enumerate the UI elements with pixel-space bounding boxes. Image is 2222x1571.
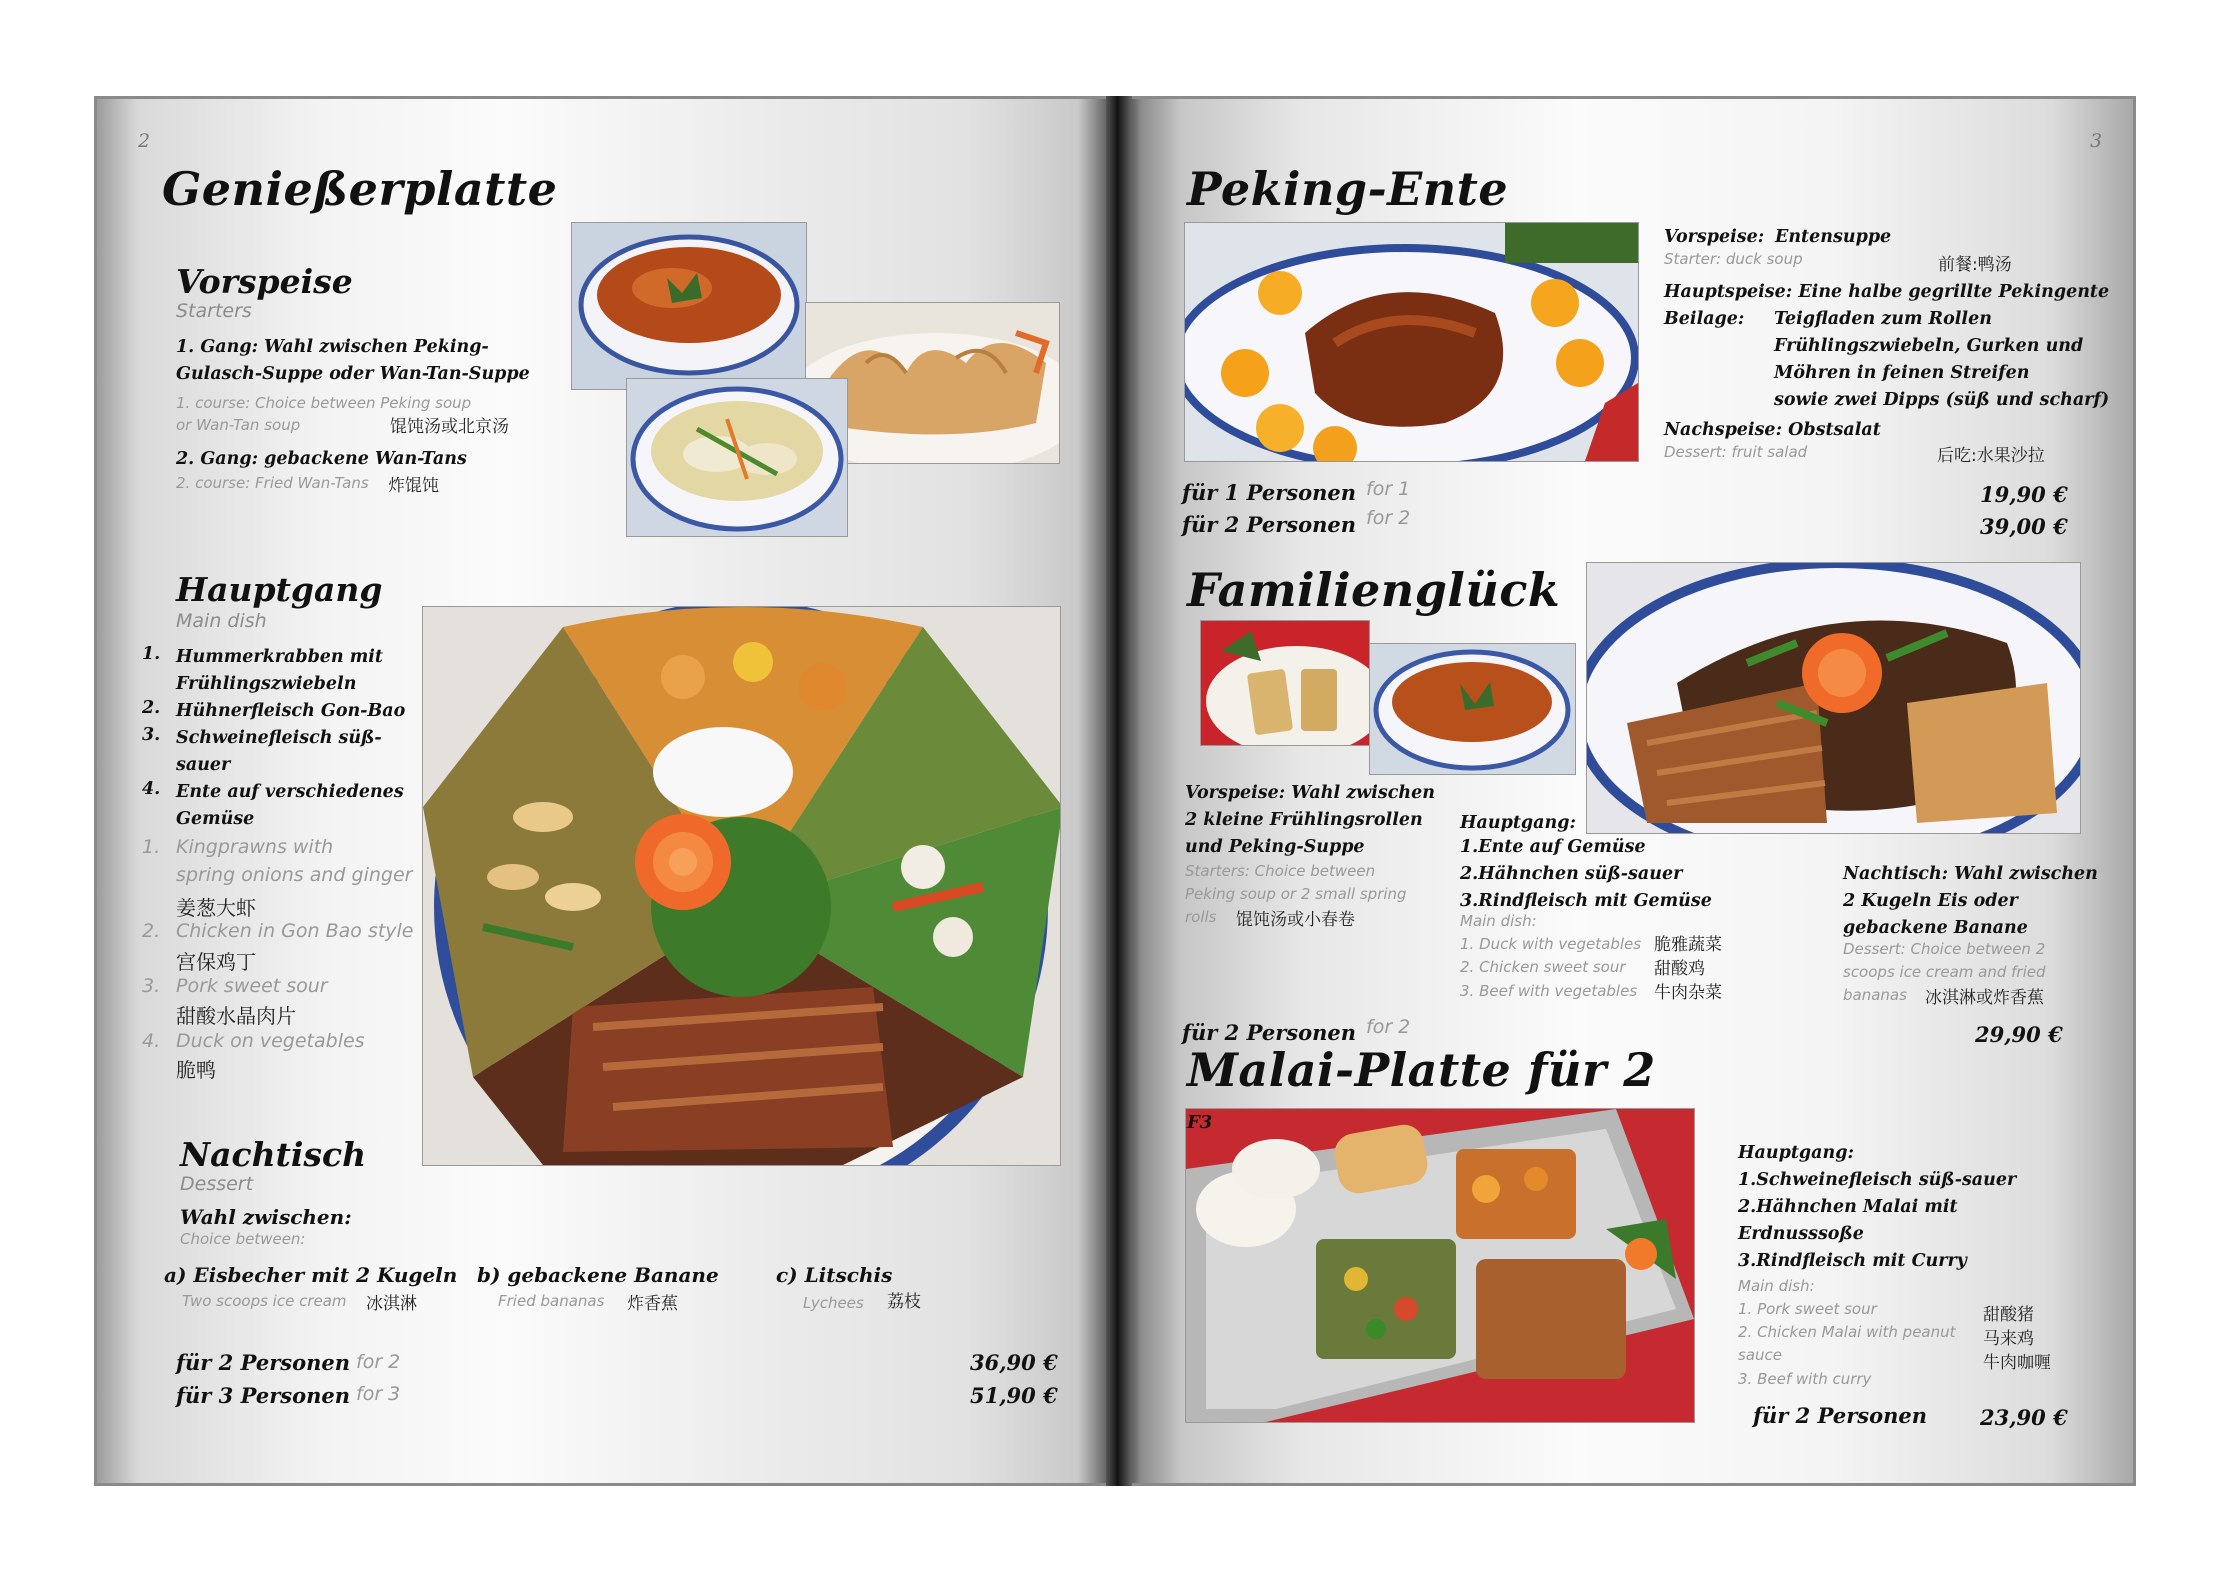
haupt-en-num-1: 1. xyxy=(142,836,161,858)
familie-haupt-label: Hauptgang: xyxy=(1460,813,1576,833)
dessert-a: a) Eisbecher mit 2 Kugeln xyxy=(164,1263,458,1287)
left-price-en-2: for 3 xyxy=(356,1383,401,1405)
malai-haupt-en-3: sauce xyxy=(1738,1346,1782,1364)
peking-starter-en: Starter: duck soup xyxy=(1664,250,1803,268)
peking-nachspeise: Nachspeise: Obstsalat xyxy=(1664,420,1881,440)
gang1-line1: 1. Gang: Wahl zwischen Peking- xyxy=(176,337,489,357)
title-peking-ente: Peking-Ente xyxy=(1187,162,1509,216)
peking-beilage-1: Teigfladen zum Rollen xyxy=(1774,309,1992,329)
peking-beilage-2: Frühlingszwiebeln, Gurken und xyxy=(1774,336,2084,356)
dessert-b-en: Fried bananas xyxy=(498,1292,605,1310)
peking-price-en-1: for 1 xyxy=(1366,478,1411,500)
familie-haupt-en-1: 1. Duck with vegetables xyxy=(1460,935,1642,953)
haupt-num-1: 1. xyxy=(142,644,161,664)
familie-vorspeise-3: und Peking-Suppe xyxy=(1185,837,1365,857)
familie-vorspeise-en-2: Peking soup or 2 small spring xyxy=(1185,885,1407,903)
peking-hauptspeise: Hauptspeise: Eine halbe gegrillte Pekingente xyxy=(1664,282,2110,302)
familie-haupt-cn-1: 脆雅蔬菜 xyxy=(1654,935,1722,955)
malai-haupt-4: 3.Rindfleisch mit Curry xyxy=(1738,1251,1967,1271)
haupt-en-1-line2: spring onions and ginger xyxy=(176,864,413,886)
familie-vorspeise-en-3: rolls xyxy=(1185,908,1217,926)
familie-price-en: for 2 xyxy=(1366,1016,1411,1038)
familie-haupt-2: 2.Hähnchen süß-sauer xyxy=(1460,864,1683,884)
familie-haupt-en-2: 2. Chicken sweet sour xyxy=(1460,958,1626,976)
familie-nach-3: gebackene Banane xyxy=(1843,918,2028,938)
malai-haupt-en-4: 3. Beef with curry xyxy=(1738,1370,1872,1388)
haupt-en-4-line1: Duck on vegetables xyxy=(176,1030,365,1052)
haupt-item-4-line2: Gemüse xyxy=(176,809,255,829)
sub-main-dish: Main dish xyxy=(176,610,267,632)
familie-nach-en-1: Dessert: Choice between 2 xyxy=(1843,940,2046,958)
malai-haupt-en-1: 1. Pork sweet sour xyxy=(1738,1300,1877,1318)
haupt-item-3-line2: sauer xyxy=(176,755,231,775)
familie-haupt-1: 1.Ente auf Gemüse xyxy=(1460,837,1646,857)
book-spine xyxy=(1106,96,1132,1486)
haupt-num-2: 2. xyxy=(142,698,161,718)
peking-dessert-cn: 后吃:水果沙拉 xyxy=(1937,446,2045,466)
peking-vorspeise-label: Vorspeise: xyxy=(1664,227,1765,247)
dessert-a-en: Two scoops ice cream xyxy=(182,1292,347,1310)
familie-nach-cn: 冰淇淋或炸香蕉 xyxy=(1925,988,2044,1008)
haupt-num-4: 4. xyxy=(142,779,161,799)
haupt-item-3-line1: Schweinefleisch süß- xyxy=(176,728,382,748)
malai-haupt-en-label: Main dish: xyxy=(1738,1277,1815,1295)
peking-vorspeise-value: Entensuppe xyxy=(1775,227,1892,247)
familie-vorspeise-en-1: Starters: Choice between xyxy=(1185,862,1376,880)
familie-haupt-cn-3: 牛肉杂菜 xyxy=(1654,983,1722,1003)
gang2-line: 2. Gang: gebackene Wan-Tans xyxy=(176,449,467,469)
familie-vorspeise-1: Vorspeise: Wahl zwischen xyxy=(1185,783,1435,803)
title-familienglueck: Familienglück xyxy=(1187,563,1561,617)
familie-haupt-3: 3.Rindfleisch mit Gemüse xyxy=(1460,891,1712,911)
dessert-c-cn: 荔枝 xyxy=(887,1292,921,1312)
dessert-b: b) gebackene Banane xyxy=(477,1263,719,1287)
familie-vorspeise-2: 2 kleine Frühlingsrollen xyxy=(1185,810,1423,830)
haupt-en-3-line1: Pork sweet sour xyxy=(176,975,328,997)
peking-beilage-4: sowie zwei Dipps (süß und scharf) xyxy=(1774,390,2110,410)
malai-haupt-2: 2.Hähnchen Malai mit xyxy=(1738,1197,1958,1217)
familie-vorspeise-cn: 馄饨汤或小春卷 xyxy=(1236,910,1355,930)
nachtisch-choice: Wahl zwischen: xyxy=(180,1205,352,1229)
sub-starters: Starters xyxy=(176,300,252,322)
haupt-cn-3: 甜酸水晶肉片 xyxy=(176,1004,296,1028)
nachtisch-choice-en: Choice between: xyxy=(180,1230,306,1248)
photo-spring-rolls xyxy=(1200,620,1370,746)
malai-haupt-label: Hauptgang: xyxy=(1738,1143,1854,1163)
peking-price-label-1: für 1 Personen xyxy=(1182,480,1356,505)
familie-price: 29,90 € xyxy=(1975,1022,2063,1047)
haupt-en-2-line1: Chicken in Gon Bao style xyxy=(176,920,414,942)
dessert-b-cn: 炸香蕉 xyxy=(627,1294,678,1314)
gang1-en2: or Wan-Tan soup xyxy=(176,416,301,434)
haupt-item-1-line2: Frühlingszwiebeln xyxy=(176,674,357,694)
dessert-c-en: Lychees xyxy=(803,1294,864,1312)
haupt-num-3: 3. xyxy=(142,725,161,745)
photo-peking-soup-small xyxy=(1369,643,1576,775)
familie-haupt-cn-2: 甜酸鸡 xyxy=(1654,959,1705,979)
left-price-1: 36,90 € xyxy=(970,1350,1058,1375)
peking-price-en-2: for 2 xyxy=(1366,507,1411,529)
haupt-en-num-3: 3. xyxy=(142,975,161,997)
left-price-en-1: for 2 xyxy=(356,1351,401,1373)
heading-hauptgang: Hauptgang xyxy=(176,570,383,609)
gang1-cn: 馄饨汤或北京汤 xyxy=(390,417,509,437)
malai-haupt-en-2: 2. Chicken Malai with peanut xyxy=(1738,1323,1956,1341)
left-price-label-2: für 3 Personen xyxy=(176,1383,350,1408)
peking-dessert-en: Dessert: fruit salad xyxy=(1664,443,1808,461)
haupt-cn-4: 脆鸭 xyxy=(176,1058,216,1082)
peking-price-label-2: für 2 Personen xyxy=(1182,512,1356,537)
dessert-a-cn: 冰淇淋 xyxy=(366,1294,417,1314)
photo-malai-platter xyxy=(1185,1108,1695,1423)
title-malai-platte: Malai-Platte für 2 xyxy=(1187,1043,1656,1097)
malai-haupt-3: Erdnusssoße xyxy=(1738,1224,1864,1244)
photo-wantan-soup xyxy=(626,378,848,537)
familie-haupt-en-label: Main dish: xyxy=(1460,912,1537,930)
peking-price-2: 39,00 € xyxy=(1980,514,2068,539)
peking-price-1: 19,90 € xyxy=(1980,482,2068,507)
dessert-c: c) Litschis xyxy=(776,1263,893,1287)
malai-price: 23,90 € xyxy=(1980,1405,2068,1430)
photo-familienglueck-dish xyxy=(1586,562,2081,834)
familie-nach-1: Nachtisch: Wahl zwischen xyxy=(1843,864,2098,884)
haupt-cn-2: 宫保鸡丁 xyxy=(176,950,256,974)
page-number-left: 2 xyxy=(138,130,151,152)
peking-starter-cn: 前餐:鸭汤 xyxy=(1938,255,2012,275)
heading-vorspeise: Vorspeise xyxy=(176,262,353,301)
malai-haupt-cn-2: 马来鸡 xyxy=(1983,1329,2034,1349)
gang2-en: 2. course: Fried Wan-Tans xyxy=(176,474,369,492)
page-number-right: 3 xyxy=(2090,130,2103,152)
gang1-en1: 1. course: Choice between Peking soup xyxy=(176,394,472,412)
peking-beilage-3: Möhren in feinen Streifen xyxy=(1774,363,2030,383)
familie-haupt-en-3: 3. Beef with vegetables xyxy=(1460,982,1638,1000)
familie-nach-en-2: scoops ice cream and fried xyxy=(1843,963,2046,981)
photo-peking-soup xyxy=(571,222,807,390)
gang1-line2: Gulasch-Suppe oder Wan-Tan-Suppe xyxy=(176,364,530,384)
photo-geniesser-platter xyxy=(422,606,1061,1166)
haupt-item-1-line1: Hummerkrabben mit xyxy=(176,647,384,667)
peking-beilage-label: Beilage: xyxy=(1664,309,1745,329)
haupt-item-2-line1: Hühnerfleisch Gon-Bao xyxy=(176,701,406,721)
gang2-cn: 炸馄饨 xyxy=(388,476,439,496)
title-geniesserplatte: Genießerplatte xyxy=(162,162,558,216)
heading-nachtisch: Nachtisch xyxy=(180,1135,367,1174)
left-price-2: 51,90 € xyxy=(970,1383,1058,1408)
familie-price-label: für 2 Personen xyxy=(1182,1020,1356,1045)
haupt-en-num-2: 2. xyxy=(142,920,161,942)
photo-peking-duck xyxy=(1184,222,1639,462)
malai-haupt-cn-3: 牛肉咖喱 xyxy=(1983,1353,2051,1373)
malai-haupt-1: 1.Schweinefleisch süß-sauer xyxy=(1738,1170,2017,1190)
haupt-item-4-line1: Ente auf verschiedenes xyxy=(176,782,404,802)
familie-nach-2: 2 Kugeln Eis oder xyxy=(1843,891,2018,911)
malai-price-label: für 2 Personen xyxy=(1753,1403,1927,1428)
haupt-en-num-4: 4. xyxy=(142,1030,161,1052)
familie-nach-en-3: bananas xyxy=(1843,986,1907,1004)
sub-dessert: Dessert xyxy=(180,1173,254,1195)
malai-haupt-cn-1: 甜酸猪 xyxy=(1983,1305,2034,1325)
left-price-label-1: für 2 Personen xyxy=(176,1350,350,1375)
haupt-cn-1: 姜葱大虾 xyxy=(176,896,256,920)
malai-code: F3 xyxy=(1187,1112,1213,1133)
haupt-en-1-line1: Kingprawns with xyxy=(176,836,334,858)
